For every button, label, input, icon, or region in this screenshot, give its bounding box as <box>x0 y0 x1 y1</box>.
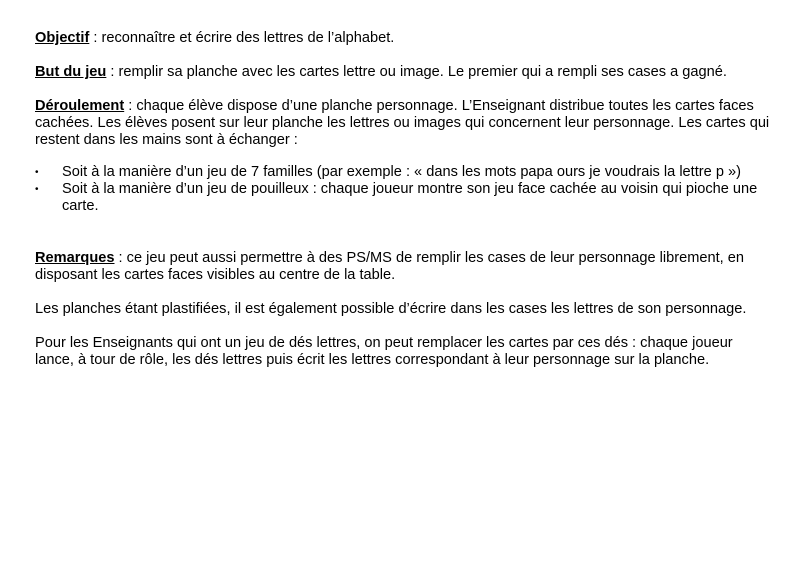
list-item-text: Soit à la manière d’un jeu de 7 familles (par exemple : « dans les mots papa ours je voudrais la lettre p ») <box>62 164 741 180</box>
remarques-paragraph <box>35 250 770 284</box>
des-lettres-paragraph: Pour les Enseignants qui ont un jeu de dés lettres, on peut remplacer les cartes par ces dés : chaque joueur lance, à tour de rôle, les dés lettres puis écrit les lettres correspondant à leur personnage sur la planche. <box>35 335 733 368</box>
list-item <box>35 181 770 215</box>
bullet-icon: • <box>35 167 39 178</box>
deroulement-text: : chaque élève dispose d’une planche personnage. L’Enseignant distribue toutes les cartes faces cachées. Les élèves posent sur leur planche les lettres ou images qui concernent leur personnage. Les cartes qui restent dans les mains sont à échanger : <box>35 98 770 148</box>
document-page <box>35 30 770 369</box>
objectif-text: : reconnaître et écrire des lettres de l’alphabet. <box>89 30 395 46</box>
deroulement-paragraph <box>35 98 770 149</box>
remarques-text: : ce jeu peut aussi permettre à des PS/MS de remplir les cases de leur personnage librement, en disposant les cartes faces visibles au centre de la table. <box>35 250 744 283</box>
objectif-heading: Objectif <box>35 30 90 46</box>
but-du-jeu-heading: But du jeu <box>35 64 107 80</box>
bullet-icon: • <box>35 184 39 195</box>
exchange-methods-list <box>35 164 770 215</box>
list-item <box>35 164 770 181</box>
list-item-text: Soit à la manière d’un jeu de pouilleux : chaque joueur montre son jeu face cachée au voisin qui pioche une carte. <box>62 181 758 214</box>
objectif-paragraph <box>35 30 770 47</box>
deroulement-heading: Déroulement <box>35 98 125 114</box>
planches-paragraph: Les planches étant plastifiées, il est également possible d’écrire dans les cases les lettres de son personnage. <box>35 301 747 317</box>
but-du-jeu-text: : remplir sa planche avec les cartes lettre ou image. Le premier qui a rempli ses cases a gagné. <box>106 64 727 80</box>
remarques-heading: Remarques <box>35 250 115 266</box>
but-du-jeu-paragraph <box>35 64 770 81</box>
